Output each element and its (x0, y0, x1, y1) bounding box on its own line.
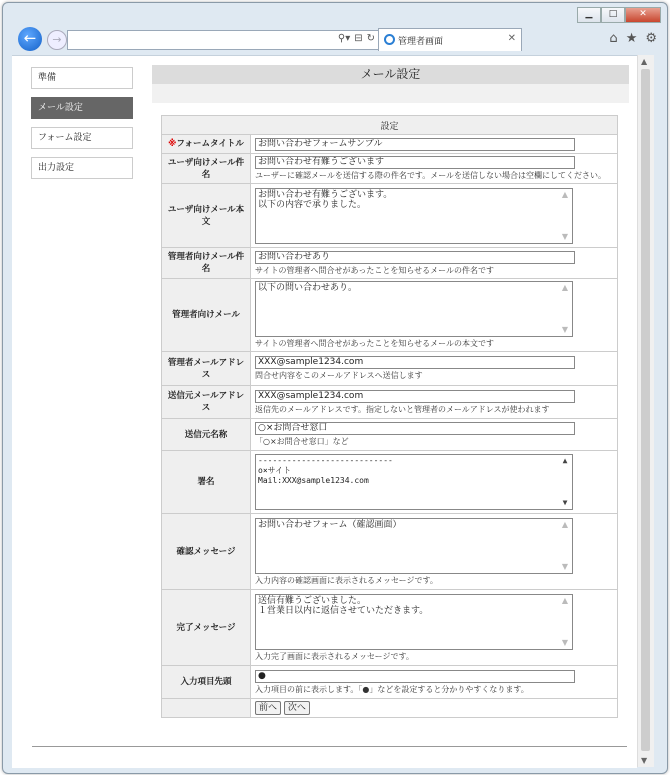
nav-buttons-cell (251, 699, 618, 718)
main-panel (152, 65, 629, 713)
compat-view-icon[interactable]: ⊟ (354, 33, 363, 44)
row-field (251, 451, 618, 514)
admin-body-text: 以下の問い合わせあり。 (258, 283, 358, 293)
sender-name-input[interactable]: ○×お問合せ窓口 (255, 422, 575, 435)
row-field (251, 135, 618, 154)
table-row (162, 279, 618, 352)
browser-tab[interactable] (378, 28, 522, 51)
row-field (251, 590, 618, 666)
row-field (251, 352, 618, 386)
forward-arrow-icon[interactable]: → (47, 30, 67, 50)
sidebar-item-mail-settings[interactable]: メール設定 (31, 97, 133, 119)
confirm-message-textarea[interactable] (255, 518, 573, 574)
page-content (12, 55, 637, 768)
scroll-down-icon[interactable]: ▼ (562, 498, 568, 507)
item-prefix-help: 入力項目の前に表示します。「●」などを設定すると分かりやすくなります。 (255, 684, 529, 694)
admin-address-help: 問合せ内容をこのメールアドレスへ送信します (255, 371, 423, 380)
refresh-icon[interactable]: ↻ (366, 33, 375, 44)
complete-message-text: 送信有難うございました。 １営業日以内に返信させていただきます。 (258, 595, 429, 616)
row-field (251, 386, 618, 419)
signature-textarea[interactable] (255, 454, 573, 510)
scroll-up-icon[interactable]: ▲ (561, 283, 569, 292)
scroll-up-icon[interactable]: ▲ (561, 189, 569, 199)
table-row (162, 352, 618, 386)
home-icon[interactable]: ⌂ (609, 31, 618, 46)
user-body-textarea[interactable] (255, 188, 573, 244)
form-title-label: フォームタイトル (176, 139, 244, 149)
sender-address-input[interactable]: XXX@sample1234.com (255, 390, 575, 403)
textarea-scrollbar[interactable] (559, 283, 571, 335)
page-title: メール設定 (152, 65, 629, 84)
admin-subject-input[interactable]: お問い合わせあり (255, 251, 575, 264)
admin-address-input[interactable]: XXX@sample1234.com (255, 356, 575, 369)
user-subject-help: ユーザーに確認メールを送信する際の件名です。メールを送信しない場合は空欄にしてください。 (255, 171, 607, 180)
textarea-scrollbar[interactable] (559, 520, 571, 572)
scroll-up-icon[interactable]: ▲ (641, 57, 648, 66)
form-title-input[interactable]: お問い合わせフォームサンプル (255, 138, 575, 151)
tab-title: 管理者画面 (398, 37, 444, 47)
scroll-up-icon[interactable]: ▲ (562, 456, 568, 465)
table-row (162, 386, 618, 419)
row-field (251, 666, 618, 699)
scroll-down-icon[interactable]: ▼ (561, 325, 569, 334)
user-body-label: ユーザ向けメール本文 (162, 184, 251, 248)
confirm-message-help: 入力内容の確認画面に表示されるメッセージです。 (255, 575, 438, 585)
sender-name-label: 送信元名称 (162, 419, 251, 451)
page-scrollbar[interactable] (637, 55, 654, 767)
browser-window (2, 2, 668, 774)
row-label (162, 135, 251, 154)
close-button[interactable]: ✕ (625, 7, 661, 23)
item-prefix-label: 入力項目先頭 (162, 666, 251, 699)
title-subbar (152, 84, 629, 103)
complete-message-label: 完了メッセージ (162, 590, 251, 666)
admin-subject-help: サイトの管理者へ問合せがあったことを知らせるメールの件名です (255, 265, 494, 275)
star-icon[interactable]: ★ (625, 31, 638, 46)
sidebar-item-output-settings[interactable]: 出力設定 (31, 157, 133, 179)
confirm-message-text: お問い合わせフォーム（確認画面） (258, 519, 402, 530)
sidebar-item-form-settings[interactable]: フォーム設定 (31, 127, 133, 149)
address-icons (338, 33, 375, 44)
table-header: 設定 (162, 116, 618, 135)
admin-body-textarea[interactable] (255, 281, 573, 337)
ie-logo-icon (384, 34, 395, 45)
prev-button[interactable]: 前へ (255, 701, 281, 715)
signature-label: 署名 (162, 451, 251, 514)
confirm-message-label: 確認メッセージ (162, 514, 251, 590)
sender-address-label: 送信元メールアドレス (162, 386, 251, 419)
toolbar-icons (609, 31, 657, 46)
row-field (251, 184, 618, 248)
textarea-scrollbar[interactable] (559, 456, 571, 508)
table-row (162, 590, 618, 666)
sidebar (31, 67, 133, 187)
scroll-down-icon[interactable]: ▼ (641, 756, 648, 765)
table-row (162, 184, 618, 248)
row-field (251, 419, 618, 451)
gear-icon[interactable]: ⚙ (645, 31, 657, 46)
settings-table (161, 115, 618, 718)
row-field (251, 248, 618, 279)
address-bar[interactable] (67, 30, 379, 50)
back-arrow-icon[interactable]: ← (18, 27, 42, 51)
maximize-button[interactable]: □ (601, 7, 625, 23)
search-icon[interactable]: ⚲▾ (337, 33, 351, 44)
scroll-thumb[interactable] (641, 69, 650, 751)
scroll-down-icon[interactable]: ▼ (561, 231, 569, 241)
scroll-down-icon[interactable]: ▼ (561, 561, 569, 571)
table-row (162, 451, 618, 514)
item-prefix-input[interactable]: ● (255, 670, 575, 683)
table-row (162, 514, 618, 590)
user-subject-label: ユーザ向けメール件名 (162, 154, 251, 184)
sidebar-item-prepare[interactable]: 準備 (31, 67, 133, 89)
user-body-text: お問い合わせ有難うございます。 以下の内容で承りました。 (258, 189, 393, 210)
sender-address-help: 返信先のメールアドレスです。指定しないと管理者のメールアドレスが使われます (255, 404, 550, 414)
scroll-up-icon[interactable]: ▲ (561, 519, 569, 529)
minimize-button[interactable]: ▁ (577, 7, 601, 23)
admin-body-label: 管理者向けメール (162, 279, 251, 352)
table-row (162, 154, 618, 184)
table-row (162, 699, 618, 718)
table-row (162, 135, 618, 154)
row-field (251, 154, 618, 184)
signature-text: ---------------------------- o×サイト Mail:XXX@sample1234.com (258, 456, 393, 485)
complete-message-textarea[interactable] (255, 594, 573, 650)
required-mark: ※ (168, 139, 177, 149)
tab-close-icon[interactable]: ✕ (507, 33, 516, 44)
complete-message-help: 入力完了画面に表示されるメッセージです。 (255, 651, 414, 661)
admin-subject-label: 管理者向けメール件名 (162, 248, 251, 279)
footer-divider (32, 746, 627, 747)
scroll-up-icon[interactable]: ▲ (561, 595, 569, 605)
textarea-scrollbar[interactable] (559, 596, 571, 648)
table-row (162, 666, 618, 699)
window-controls (577, 7, 661, 23)
sender-name-help: 「○×お問合せ窓口」など (255, 437, 349, 446)
scroll-down-icon[interactable]: ▼ (561, 637, 569, 647)
table-row (162, 248, 618, 279)
next-button[interactable]: 次へ (284, 701, 310, 715)
table-header-row (162, 116, 618, 135)
admin-address-label: 管理者メールアドレス (162, 352, 251, 386)
table-row (162, 419, 618, 451)
row-field (251, 279, 618, 352)
admin-body-help: サイトの管理者へ問合せがあったことを知らせるメールの本文です (255, 339, 494, 348)
textarea-scrollbar[interactable] (559, 190, 571, 242)
empty-label-cell (162, 699, 251, 718)
user-subject-input[interactable]: お問い合わせ有難うございます (255, 156, 575, 169)
row-field (251, 514, 618, 590)
